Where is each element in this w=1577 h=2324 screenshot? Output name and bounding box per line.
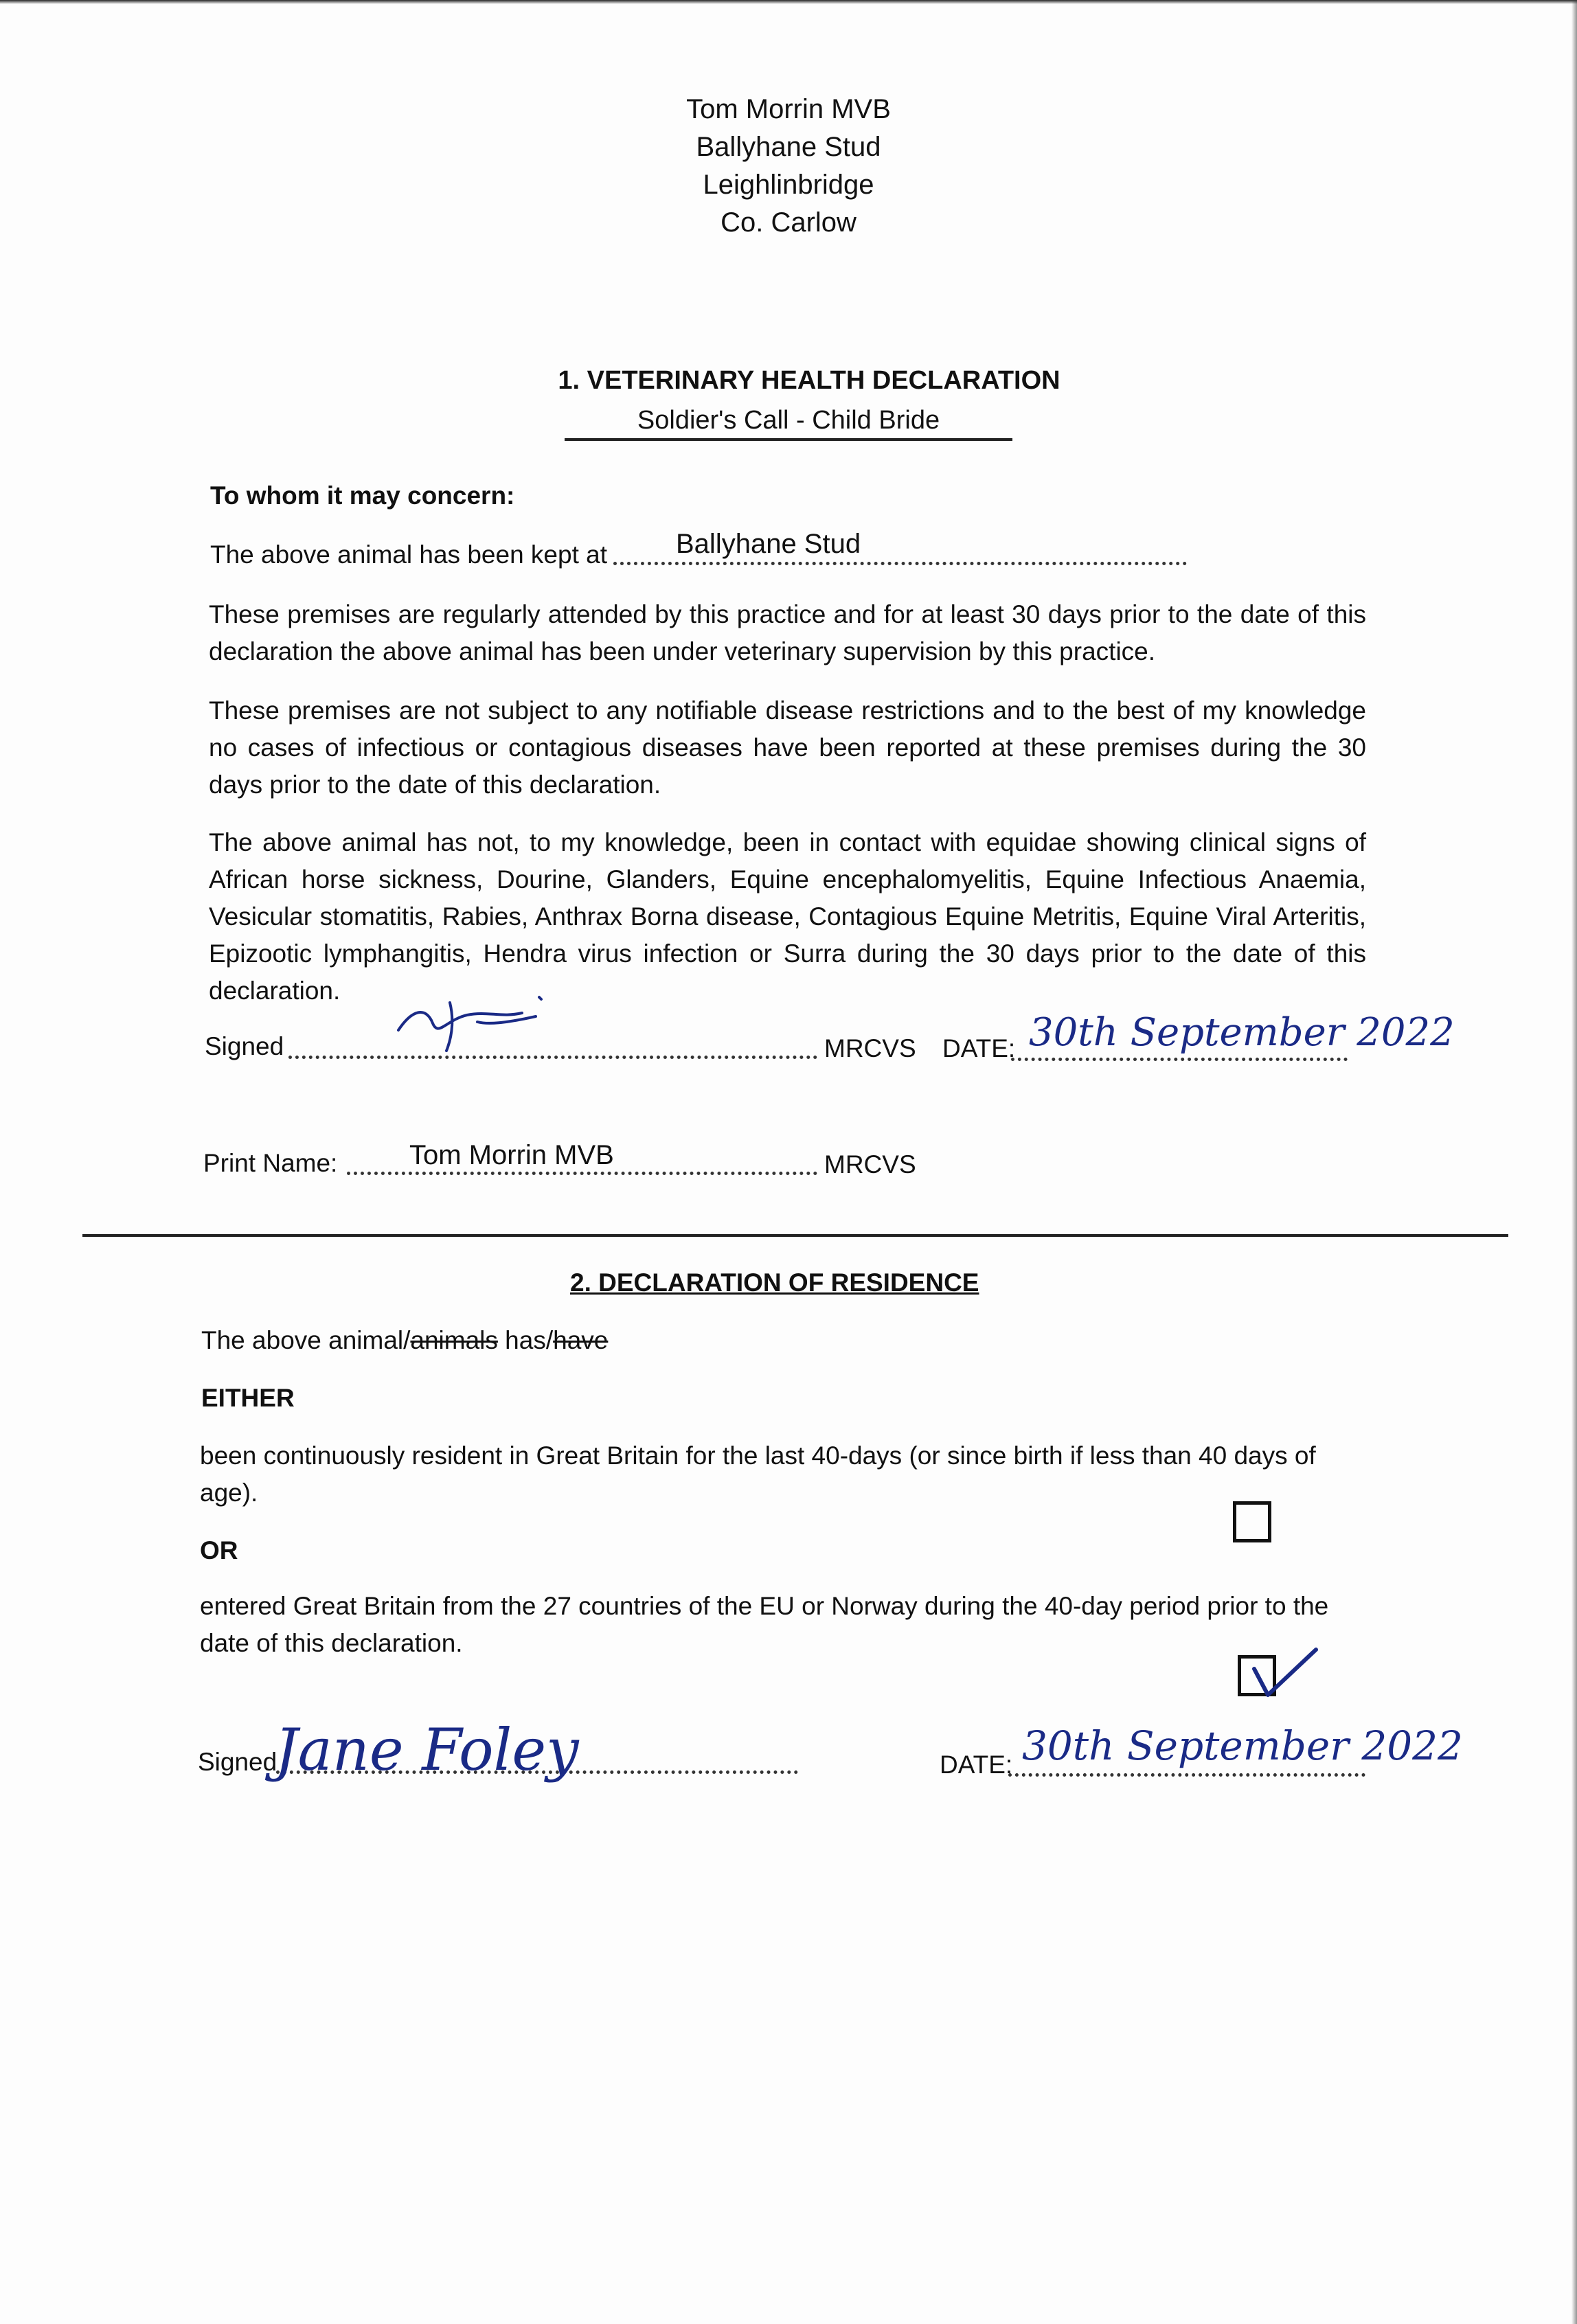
- print-name-mrcvs-label: MRCVS: [824, 1150, 916, 1178]
- vet-signed-label: Signed: [205, 1032, 284, 1060]
- owner-date-value: 30th September 2022: [1022, 1722, 1463, 1769]
- salutation: To whom it may concern:: [210, 481, 515, 510]
- section2-title: 2. DECLARATION OF RESIDENCE: [570, 1268, 979, 1297]
- kept-at-label: The above animal has been kept at: [210, 540, 607, 569]
- print-name-dotted-line: [347, 1172, 817, 1175]
- either-label: EITHER: [201, 1384, 295, 1412]
- option2-text: entered Great Britain from the 27 countries of the EU or Norway during the 40-day period prior to the date of this declaration.: [200, 1592, 1329, 1657]
- owner-signed-label: Signed: [198, 1748, 277, 1776]
- kept-at-value: Ballyhane Stud: [676, 529, 861, 559]
- owner-signature: Jane Foley: [275, 1716, 579, 1784]
- residence-intro-strike-animals: animals: [410, 1326, 498, 1354]
- option2-checkmark-icon: [1242, 1641, 1324, 1703]
- owner-date-dotted-line: [1008, 1773, 1365, 1777]
- residence-intro-part2: has/: [497, 1326, 554, 1354]
- vet-signature: [385, 982, 556, 1058]
- scan-edge-top: [0, 0, 1577, 4]
- scan-edge-right: [1572, 0, 1577, 2324]
- vet-date-label: DATE:: [942, 1034, 1016, 1062]
- residence-intro: [201, 1325, 608, 1356]
- letterhead-county: Co. Carlow: [721, 207, 856, 238]
- owner-date-label: DATE:: [940, 1751, 1013, 1779]
- vet-date-value: 30th September 2022: [1029, 1010, 1455, 1055]
- section-divider: [82, 1234, 1508, 1237]
- residence-intro-strike-have: have: [553, 1326, 609, 1354]
- paragraph-supervision: These premises are regularly attended by this practice and for at least 30 days prior to the date of this declaration the above animal has been under veterinary supervision by this practice.: [209, 600, 1366, 665]
- letterhead-town: Leighlinbridge: [703, 170, 874, 200]
- subtitle-underline: [565, 438, 1012, 441]
- letterhead-stud: Ballyhane Stud: [696, 132, 881, 162]
- residence-intro-part1: The above animal/: [201, 1326, 411, 1354]
- option1-checkbox[interactable]: [1233, 1501, 1271, 1542]
- vet-date-dotted-line: [1011, 1058, 1348, 1061]
- option1-text: been continuously resident in Great Britain for the last 40-days (or since birth if less than 40 days of age).: [200, 1442, 1316, 1507]
- print-name-value: Tom Morrin MVB: [409, 1140, 614, 1170]
- or-label: OR: [200, 1536, 238, 1564]
- letterhead-name: Tom Morrin MVB: [686, 94, 891, 124]
- section1-title: 1. VETERINARY HEALTH DECLARATION: [558, 366, 1060, 395]
- kept-at-dotted-line: [613, 562, 1187, 565]
- vet-mrcvs-label: MRCVS: [824, 1034, 916, 1062]
- print-name-label: Print Name:: [203, 1149, 338, 1177]
- paragraph-disease-contact: The above animal has not, to my knowledge, been in contact with equidae showing clinical signs of African horse sickness, Dourine, Glanders, Equine encephalomyelitis, Equine Infectious Anaemia, Vesicular stomatitis, Rabies, Anthrax Borna disease, Contagious Equine Metritis, Equine Viral Arteritis, Epizootic lymphangitis, Hendra virus infection or Surra during the 30 days prior to the date of this declaration.: [209, 828, 1366, 1005]
- paragraph-no-restrictions: These premises are not subject to any notifiable disease restrictions and to the best of my knowledge no cases of infectious or contagious diseases have been reported at these premises during the 30 days prior to the date of this declaration.: [209, 696, 1366, 799]
- section1-subtitle: Soldier's Call - Child Bride: [637, 406, 940, 435]
